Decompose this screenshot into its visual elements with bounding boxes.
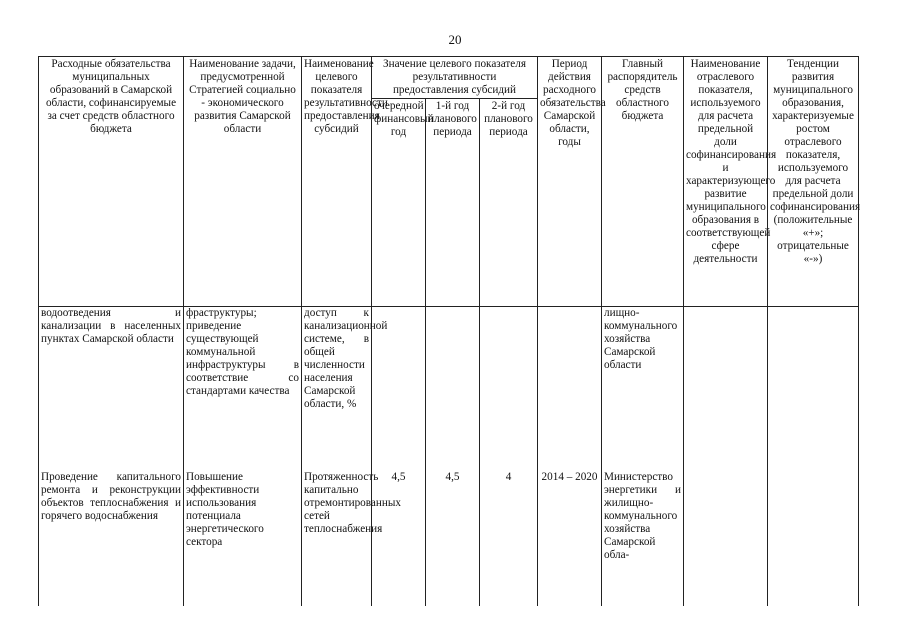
header-period: Период действия расходного обязательства Самарской области, годы	[538, 57, 602, 307]
header-plan-year-2: 2-й год планового периода	[480, 99, 538, 307]
header-sector-indicator: Наименование отраслевого показателя, используемого для расчета предельной доли софинансирования и характеризующего развитие муниципального образования в соответствующей сфере деятельности	[684, 57, 768, 307]
header-main-manager: Главный распорядитель средств областного бюджета	[602, 57, 684, 307]
cell-value-plan-1	[426, 307, 480, 458]
header-target-value-group: Значение целевого показателя результативности предоставления субсидий	[372, 57, 538, 99]
cell-main-manager: Министерство энергетики и жилищно-коммунального хозяйства Самарской обла-	[602, 457, 684, 606]
cell-value-current: 4,5	[372, 457, 426, 606]
cell-obligation: Проведение капитального ремонта и реконструкции объектов теплоснабжения и горячего водоснабжения	[39, 457, 184, 606]
cell-sector-indicator	[684, 457, 768, 606]
document-table	[38, 56, 859, 606]
cell-task: Повышение эффективности использования потенциала энергетического сектора	[184, 457, 302, 606]
table-row	[39, 457, 859, 606]
cell-value-plan-2: 4	[480, 457, 538, 606]
header-indicator-name: Наименование целевого показателя результативности предоставления субсидий	[302, 57, 372, 307]
cell-trend	[768, 457, 859, 606]
cell-indicator: Протяженность капитально отремонтированных сетей теплоснабжения	[302, 457, 372, 606]
cell-period: 2014 – 2020	[538, 457, 602, 606]
page-number: 20	[448, 32, 462, 47]
cell-main-manager: лищно-коммунального хозяйства Самарской области	[602, 307, 684, 458]
cell-period	[538, 307, 602, 458]
cell-value-plan-2	[480, 307, 538, 458]
cell-obligation: водоотведения и канализации в населенных пунктах Самарской области	[39, 307, 184, 458]
cell-trend	[768, 307, 859, 458]
header-task-name: Наименование задачи, предусмотренной Стратегией социально - экономического развития Самарской области	[184, 57, 302, 307]
cell-sector-indicator	[684, 307, 768, 458]
header-trends: Тенденции развития муниципального образования, характеризуемые ростом отраслевого показателя, используемого для расчета предельной доли софинансирования (положительные «+»; отрицательные «-»)	[768, 57, 859, 307]
cell-value-plan-1: 4,5	[426, 457, 480, 606]
header-plan-year-1: 1-й год планового периода	[426, 99, 480, 307]
header-current-year: очередной финансовый год	[372, 99, 426, 307]
header-expenditure-obligations: Расходные обязательства муниципальных образований в Самарской области, софинансируемые за счет средств областного бюджета	[39, 57, 184, 307]
cell-indicator: доступ к канализационной системе, в общей численности населения Самарской области, %	[302, 307, 372, 458]
cell-task: фраструктуры; приведение существующей коммунальной инфраструктуры в соответствие со стандартами качества	[184, 307, 302, 458]
table-row	[39, 307, 859, 458]
